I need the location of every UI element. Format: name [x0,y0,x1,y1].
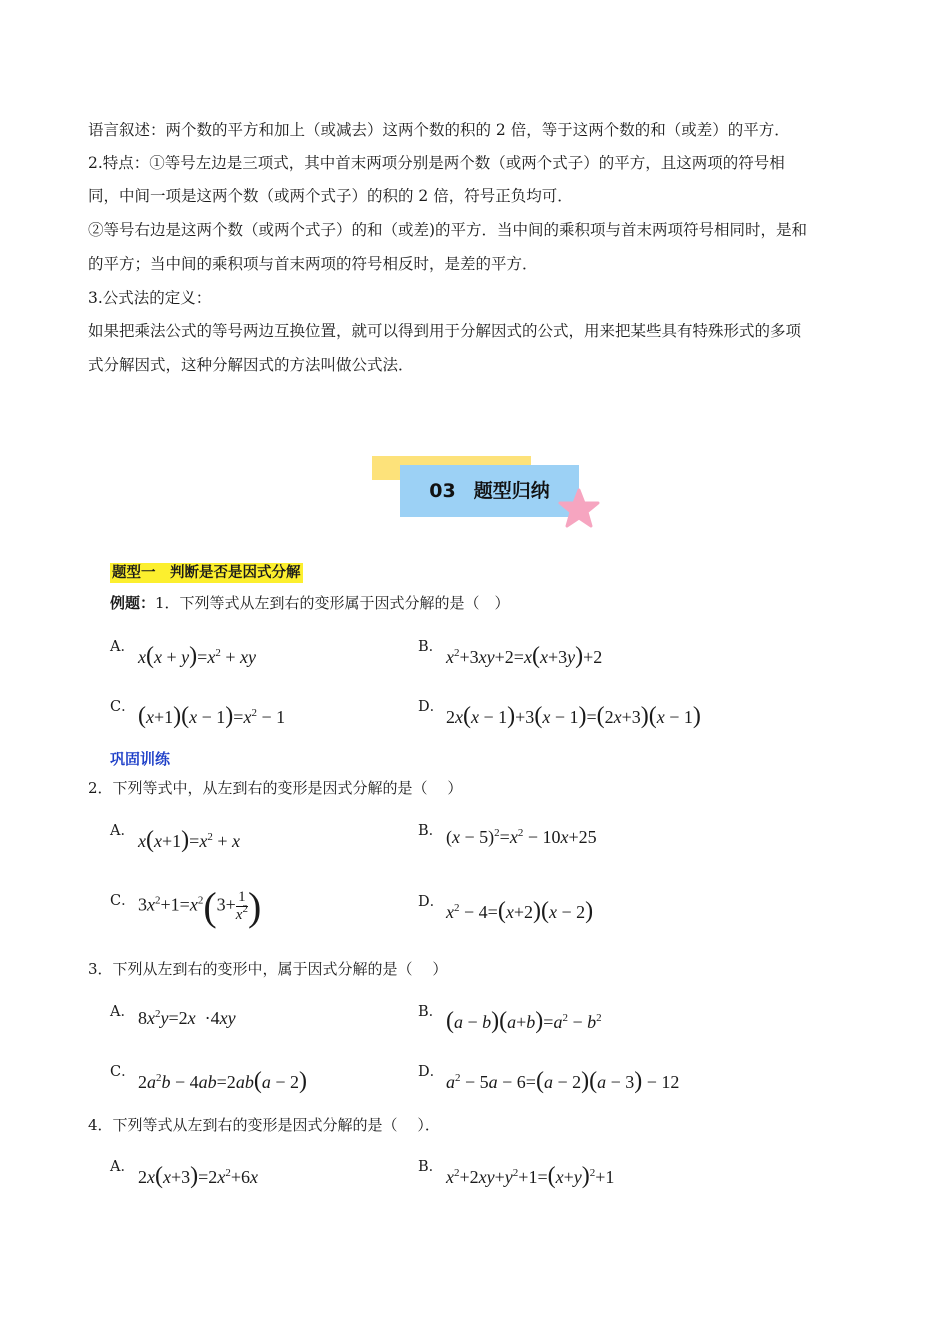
q1-option-b-formula: $x^2+3xy+2=x(x+3y)+2$ [446,643,603,669]
intro-line-6: 3.公式法的定义： [88,289,212,307]
q3-option-a-formula: $8x^2y=2x \cdot 4xy$ [138,1008,236,1028]
intro-line-2: 2.特点：①等号左边是三项式，其中首末两项分别是两个数（或两个式子）的平方，且这两项的符号相 [88,154,785,172]
question-3: 3．下列从左到右的变形中，属于因式分解的是（ ） [88,960,448,978]
example-text: 1．下列等式从左到右的变形属于因式分解的是（ ） [155,594,510,612]
q2-option-b-formula: $(x - 5)^2=x^2 - 10x+25$ [446,827,597,847]
q2-option-d-formula: $x^2 - 4=(x+2)(x - 2)$ [446,898,594,924]
q3-option-d-formula: $a^2 - 5a - 6=(a - 2)(a - 3) - 12$ [446,1068,680,1094]
q3-option-c-formula: $2a^2b - 4ab=2ab(a - 2)$ [138,1068,307,1094]
example-question [110,593,510,613]
q1-option-d-formula: 2x(x − 1)+3(x − 1)=(2x+3)(x − 1) [446,703,701,729]
intro-line-3: 同，中间一项是这两个数（或两个式子）的积的 2 倍，符号正负均可． [88,187,573,205]
q3-option-b-formula: $(a - b)(a+b)=a^2 - b^2$ [446,1008,602,1034]
q2-option-c-formula: $3x^2+1=x^2(3+$ $\frac{1}{x^2}$ ) [138,884,262,929]
banner-number: 03 [429,480,456,502]
q4-option-b-formula: $x^2+2xy+y^2+1=(x+y)^2+1$ [446,1163,615,1189]
intro-line-4: ②等号右边是这两个数（或两个式子）的和（或差)的平方．当中间的乘积项与首末两项符号相同时，是和 [88,221,808,239]
practice-heading: 巩固训练 [110,750,171,768]
q2-option-a-formula: $x(x+1)=x^2 + x$ [138,827,240,853]
intro-line-8: 式分解因式，这种分解因式的方法叫做公式法． [88,356,414,374]
section-title: 题型一 判断是否是因式分解 [112,565,301,581]
star-icon [558,488,600,528]
banner-title: 题型归纳 [473,480,550,502]
example-label: 例题： [110,594,156,612]
q4-option-a-formula: $2x(x+3)=2x^2+6x$ [138,1163,258,1189]
question-4: 4．下列等式从左到右的变形是因式分解的是（ ）． [88,1116,440,1134]
intro-line-1: 语言叙述：两个数的平方和加上（或减去）这两个数的积的 2 倍，等于这两个数的和（或差）的平方． [88,121,790,139]
q1-option-a-formula: $x(x + y)=x^2$ + xy [138,643,256,669]
section-banner [400,465,579,517]
intro-line-7: 如果把乘法公式的等号两边互换位置，就可以得到用于分解因式的公式，用来把某些具有特殊形式的多项 [88,322,802,340]
q1-option-c-formula: $(x+1)(x - 1)=x^2 - 1$ [138,703,286,729]
intro-line-5: 的平方；当中间的乘积项与首末两项的符号相反时，是差的平方． [88,255,538,273]
question-2: 2．下列等式中，从左到右的变形是因式分解的是（ ） [88,779,463,797]
